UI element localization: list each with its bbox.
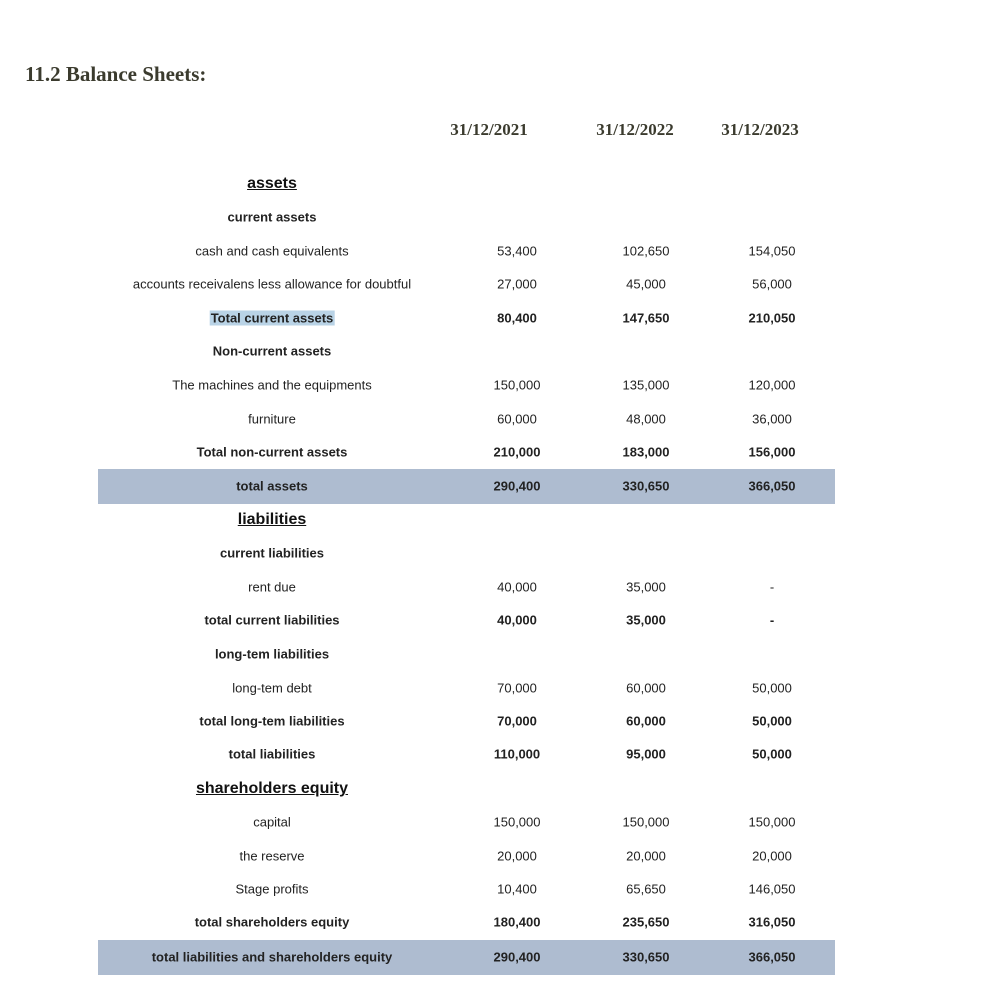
column-headers [0,120,1000,146]
cell-value: 290,400 [493,949,541,965]
row-label: current liabilities [219,545,325,561]
cell-value: 102,650 [622,243,670,259]
cell-value: 36,000 [752,411,792,427]
row-label: current assets [227,209,317,225]
column-header-2022: 31/12/2022 [596,120,674,139]
cell-value: 290,400 [493,478,541,494]
row-label: the reserve [239,848,305,864]
cell-value: 156,000 [748,444,796,460]
column-header-2021: 31/12/2021 [450,120,528,139]
cell-value: 40,000 [497,612,537,628]
cell-value: 210,050 [748,310,796,326]
cell-value: 183,000 [622,444,670,460]
cell-value: 366,050 [748,478,796,494]
cell-value: 20,000 [752,848,792,864]
cell-value: - [769,579,775,595]
cell-value: 40,000 [497,579,537,595]
row-label: Stage profits [235,881,309,897]
row-label: total assets [236,478,308,494]
cell-value: 150,000 [493,814,541,830]
cell-value: 56,000 [752,276,792,292]
cell-value: 60,000 [626,713,666,729]
cell-value: 180,400 [493,914,541,930]
row-label: The machines and the equipments [172,377,372,393]
row-label: total liabilities [228,746,316,762]
row-label: Total current assets [210,310,334,326]
cell-value: 330,650 [622,478,670,494]
row-label: accounts receivalens less allowance for doubtful [132,276,412,292]
cell-value: 150,000 [748,814,796,830]
cell-value: - [769,612,775,628]
row-label: furniture [248,411,296,427]
cell-value: 20,000 [626,848,666,864]
row-label: Non-current assets [212,343,332,359]
column-header-2023: 31/12/2023 [721,120,799,139]
cell-value: 154,050 [748,243,796,259]
cell-value: 50,000 [752,680,792,696]
cell-value: 27,000 [497,276,537,292]
cell-value: 95,000 [626,746,666,762]
cell-value: 35,000 [626,579,666,595]
row-label: capital [253,814,291,830]
cell-value: 150,000 [622,814,670,830]
cell-value: 366,050 [748,949,796,965]
cell-value: 20,000 [497,848,537,864]
cell-value: 120,000 [748,377,796,393]
row-label: total current liabilities [204,612,340,628]
row-label: Total non-current assets [196,444,348,460]
section-heading: shareholders equity [195,780,349,797]
section-title: 11.2 Balance Sheets: [25,62,207,86]
row-label: cash and cash equivalents [195,243,349,259]
cell-value: 316,050 [748,914,796,930]
cell-value: 53,400 [497,243,537,259]
cell-value: 330,650 [622,949,670,965]
cell-value: 150,000 [493,377,541,393]
cell-value: 210,000 [493,444,541,460]
cell-value: 65,650 [626,881,666,897]
row-label: rent due [248,579,296,595]
cell-value: 35,000 [626,612,666,628]
cell-value: 70,000 [497,713,537,729]
cell-value: 50,000 [752,713,792,729]
cell-value: 146,050 [748,881,796,897]
cell-value: 80,400 [497,310,537,326]
cell-value: 10,400 [497,881,537,897]
row-label: total liabilities and shareholders equity [151,949,393,965]
cell-value: 48,000 [626,411,666,427]
cell-value: 135,000 [622,377,670,393]
cell-value: 60,000 [626,680,666,696]
cell-value: 235,650 [622,914,670,930]
cell-value: 50,000 [752,746,792,762]
row-label: long-tem liabilities [214,646,330,662]
cell-value: 60,000 [497,411,537,427]
section-heading: liabilities [237,511,307,528]
row-label: total shareholders equity [194,914,350,930]
cell-value: 70,000 [497,680,537,696]
row-label: long-tem debt [232,680,312,696]
cell-value: 147,650 [622,310,670,326]
section-heading: assets [247,175,297,192]
cell-value: 110,000 [493,746,541,762]
cell-value: 45,000 [626,276,666,292]
row-label: total long-tem liabilities [199,713,345,729]
